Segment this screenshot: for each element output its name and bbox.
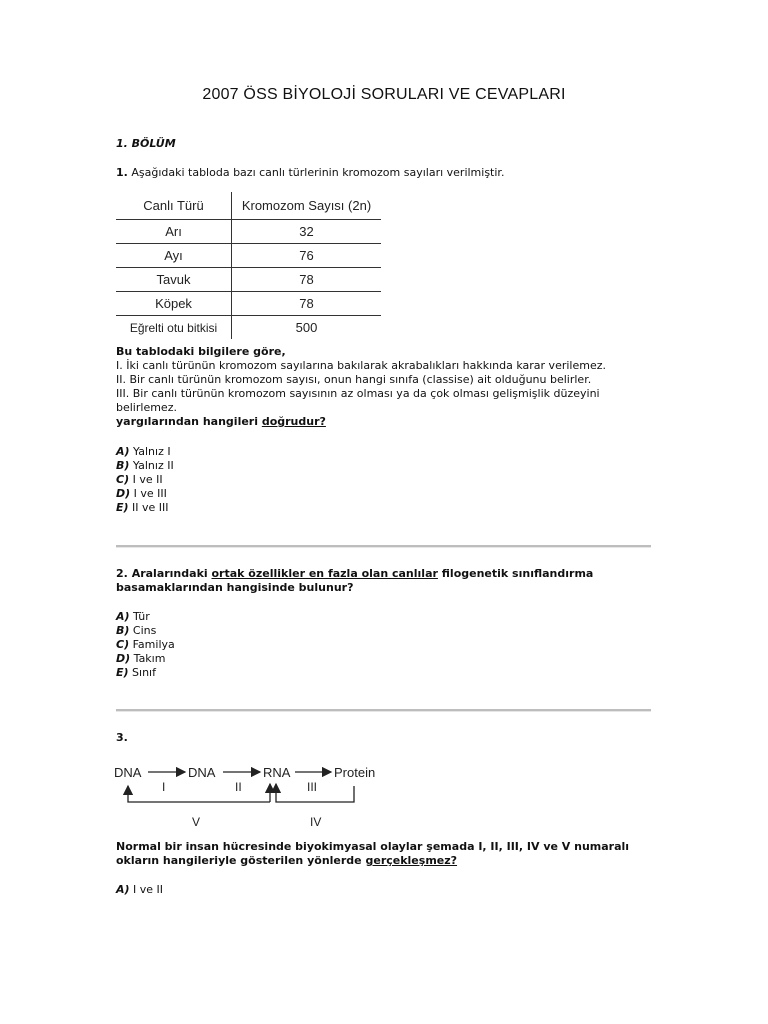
table-header-count: Kromozom Sayısı (2n) [232, 192, 382, 220]
chromosome-table [116, 192, 381, 339]
option-text: II ve III [132, 501, 169, 514]
table-cell-count: 500 [295, 320, 318, 335]
q1-options [116, 445, 656, 515]
option-letter: E) [116, 501, 129, 514]
section-heading: 1. BÖLÜM [116, 137, 176, 150]
option-item[interactable] [116, 459, 656, 473]
table-cell-species: Tavuk [116, 268, 232, 292]
option-text: Familya [132, 638, 175, 651]
q1-statement: II. Bir canlı türünün kromozom sayısı, onun hangi sınıfa (classise) ait olduğunu belirler. [116, 373, 592, 386]
q2-pre: Aralarındaki [131, 567, 212, 580]
arrow-label-i: I [162, 780, 166, 794]
q1-ask [116, 415, 656, 429]
table-header-species: Canlı Türü [116, 192, 232, 220]
table-row [116, 316, 381, 340]
table-cell-species: Eğrelti otu bitkisi [116, 316, 232, 340]
option-text: Takım [133, 652, 166, 665]
option-item[interactable] [116, 883, 656, 897]
q1-intro-text: Aşağıdaki tabloda bazı canlı türlerinin kromozom sayıları verilmiştir. [131, 166, 505, 179]
q2-question [116, 567, 656, 595]
arrow-label-ii: II [235, 780, 242, 794]
option-item[interactable] [116, 473, 656, 487]
node-dna-2: DNA [188, 765, 216, 780]
option-letter: A) [116, 445, 130, 458]
q1-statement: III. Bir canlı türünün kromozom sayısının az olması ya da çok olması gelişmişlik düzeyini belirlemez. [116, 387, 600, 414]
q1-ask-underlined: doğrudur? [261, 415, 326, 428]
option-text: I ve II [133, 883, 164, 896]
table-header-row [116, 192, 381, 220]
option-item[interactable] [116, 638, 656, 652]
q3-question [116, 840, 656, 868]
option-text: I ve III [133, 487, 167, 500]
arrow-label-iv: IV [310, 815, 322, 829]
option-letter: D) [116, 652, 131, 665]
option-item[interactable] [116, 501, 656, 515]
node-protein: Protein [334, 765, 376, 780]
option-item[interactable] [116, 624, 656, 638]
q2-underlined: ortak özellikler en fazla olan canlılar [211, 567, 438, 580]
option-text: I ve II [132, 473, 163, 486]
arrow-label-v: V [192, 815, 201, 829]
q3-text: Normal bir insan hücresinde biyokimyasal olaylar şemada I, II, III, IV ve V numaralı okların hangileriyle gösterilen yönlerde [116, 840, 630, 867]
q1-lead: Bu tablodaki bilgilere göre, [116, 345, 286, 358]
node-dna-1: DNA [114, 765, 142, 780]
q2-number: 2. [116, 567, 128, 580]
option-letter: C) [116, 638, 130, 651]
divider [116, 545, 651, 548]
page-title: 2007 ÖSS BİYOLOJİ SORULARI VE CEVAPLARI [202, 86, 566, 103]
arrow-label-iii: III [307, 780, 318, 794]
option-text: Tür [133, 610, 150, 623]
option-item[interactable] [116, 652, 656, 666]
option-letter: A) [116, 610, 130, 623]
option-letter: C) [116, 473, 130, 486]
table-row [116, 220, 381, 244]
q3-number: 3. [116, 731, 128, 744]
option-text: Yalnız II [132, 459, 174, 472]
table-cell-count: 78 [232, 292, 382, 316]
table-cell-species: Köpek [116, 292, 232, 316]
q2-options [116, 610, 656, 680]
table-row [116, 244, 381, 268]
table-cell-count: 32 [232, 220, 382, 244]
option-text: Sınıf [132, 666, 156, 679]
option-letter: E) [116, 666, 129, 679]
node-rna: RNA [263, 765, 291, 780]
q1-number: 1. [116, 166, 128, 179]
table-row [116, 292, 381, 316]
option-letter: A) [116, 883, 130, 896]
table-cell-species: Arı [116, 220, 232, 244]
divider [116, 709, 651, 712]
table-cell-count: 78 [232, 268, 382, 292]
q1-statement: I. İki canlı türünün kromozom sayılarına bakılarak akrabalıkları hakkında karar verilemez. [116, 359, 606, 372]
option-item[interactable] [116, 487, 656, 501]
arrow-5 [128, 786, 270, 802]
q3-underlined: gerçekleşmez? [365, 854, 458, 867]
table-cell-species: Ayı [116, 244, 232, 268]
q2-post: filogenetik sınıflandırma basamaklarından hangisinde bulunur? [116, 567, 594, 594]
dna-rna-protein-diagram [112, 758, 392, 833]
q1-intro [116, 166, 504, 179]
q3-options [116, 883, 656, 897]
option-item[interactable] [116, 610, 656, 624]
option-letter: B) [116, 459, 130, 472]
table-row [116, 268, 381, 292]
option-item[interactable] [116, 666, 656, 680]
option-item[interactable] [116, 445, 656, 459]
option-letter: D) [116, 487, 131, 500]
q1-ask-prefix: yargılarından hangileri [116, 415, 262, 428]
option-text: Cins [132, 624, 157, 637]
option-text: Yalnız I [133, 445, 171, 458]
option-letter: B) [116, 624, 130, 637]
q1-body [116, 345, 656, 429]
table-cell-count: 76 [232, 244, 382, 268]
